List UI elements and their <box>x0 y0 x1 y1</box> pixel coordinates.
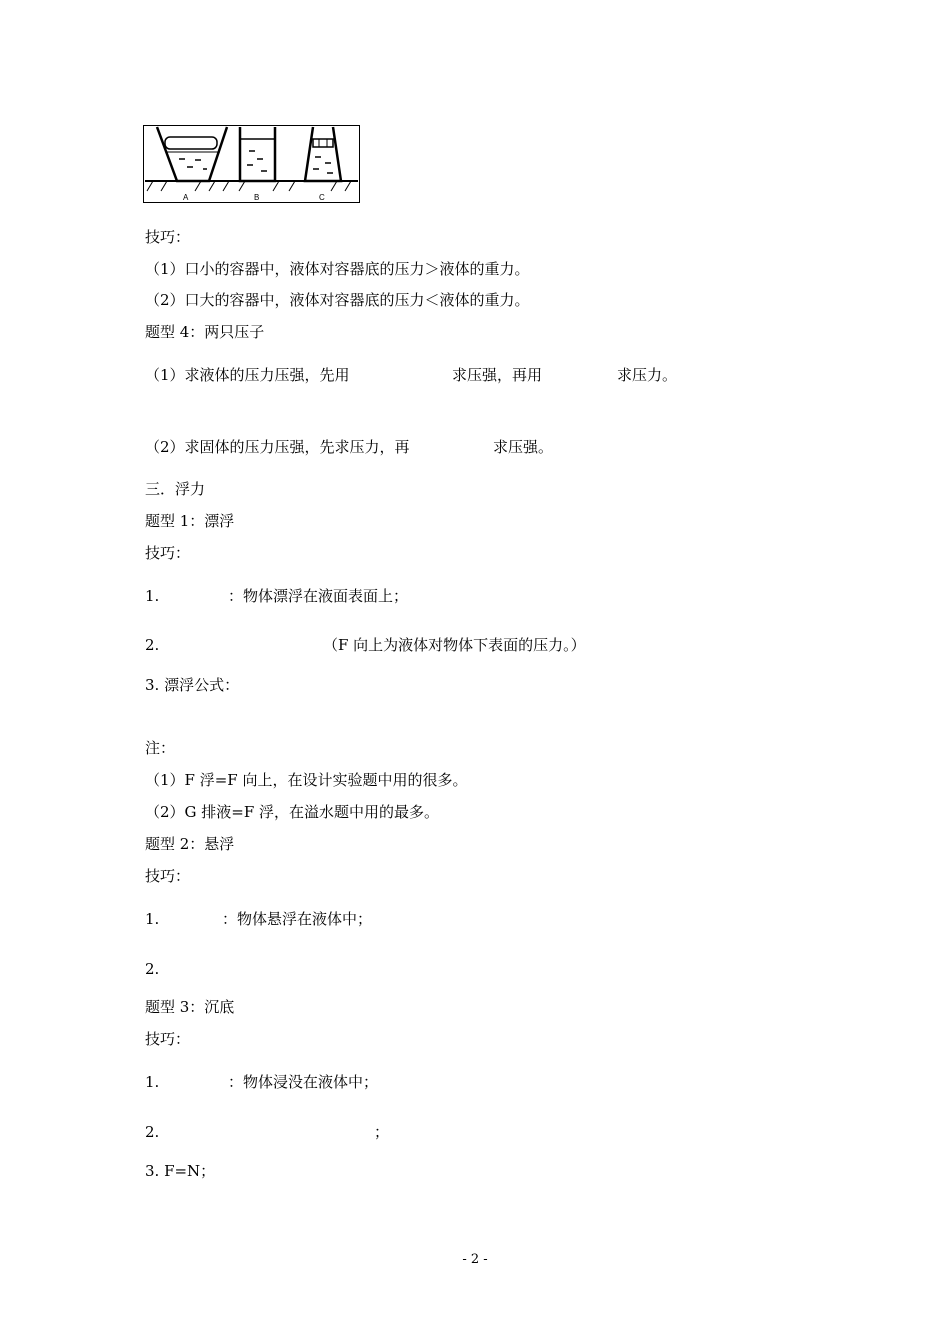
tip-1: （1）口小的容器中，液体对容器底的压力＞液体的重力。 <box>145 260 530 278</box>
sink-item2-text: ； <box>374 1123 390 1141</box>
sink-item1-num: 1. <box>145 1073 160 1091</box>
sink-title: 题型 3：沉底 <box>145 998 235 1016</box>
suspend-item1-num: 1. <box>145 910 160 928</box>
suspend-title: 题型 2：悬浮 <box>145 835 235 853</box>
float-note: 注： <box>145 739 176 757</box>
tip-2: （2）口大的容器中，液体对容器底的压力＜液体的重力。 <box>145 291 530 309</box>
type4-line1-part3: 求压力。 <box>617 366 678 384</box>
type4-line1-part1: （1）求液体的压力压强，先用 <box>145 366 350 384</box>
section3-heading: 三．浮力 <box>145 480 206 498</box>
float-title: 题型 1：漂浮 <box>145 512 235 530</box>
containers-figure <box>143 125 360 203</box>
float-item1-text: ：物体漂浮在液面表面上； <box>228 587 409 605</box>
figure-label-a: A <box>183 193 189 202</box>
type4-line2-part2: 求压强。 <box>493 438 554 456</box>
suspend-tips: 技巧： <box>145 867 191 885</box>
page-number: - 2 - <box>462 1252 488 1267</box>
container-a <box>157 127 227 181</box>
sink-item2-num: 2. <box>145 1123 160 1141</box>
float-item3: 3. 漂浮公式： <box>145 676 240 694</box>
figure-label-c: C <box>319 193 325 202</box>
float-note-1: （1）F 浮=F 向上，在设计实验题中用的很多。 <box>145 771 468 789</box>
type4-line2-part1: （2）求固体的压力压强，先求压力，再 <box>145 438 410 456</box>
tips-heading: 技巧： <box>145 228 191 246</box>
float-item2-text: （F 向上为液体对物体下表面的压力。） <box>323 636 586 654</box>
sink-tips: 技巧： <box>145 1030 191 1048</box>
float-note-2: （2）G 排液=F 浮，在溢水题中用的最多。 <box>145 803 440 821</box>
suspend-item1-text: ：物体悬浮在液体中； <box>222 910 373 928</box>
float-item1-num: 1. <box>145 587 160 605</box>
container-b <box>240 127 275 181</box>
figure-label-b: B <box>254 193 260 202</box>
suspend-item2-num: 2. <box>145 960 160 978</box>
type4-title: 题型 4：两只压子 <box>145 323 265 341</box>
float-item2-num: 2. <box>145 636 160 654</box>
float-tips: 技巧： <box>145 544 191 562</box>
sink-item1-text: ：物体浸没在液体中； <box>228 1073 379 1091</box>
type4-line1-part2: 求压强，再用 <box>452 366 543 384</box>
container-c <box>305 127 341 181</box>
sink-item3: 3. F=N； <box>145 1162 216 1180</box>
